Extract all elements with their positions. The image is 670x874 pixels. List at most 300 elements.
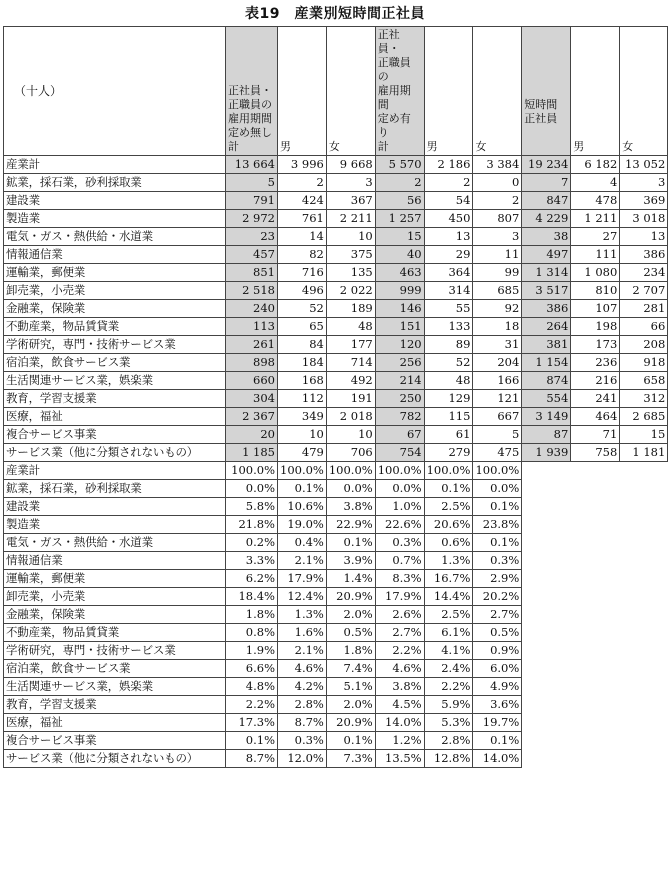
percent-row: [4, 624, 668, 642]
percent-cell: 18.4%: [226, 588, 278, 606]
count-cell: 52: [424, 354, 473, 372]
count-cell: 496: [278, 282, 327, 300]
count-cell: 3: [620, 174, 668, 192]
count-cell: 2 211: [326, 210, 375, 228]
empty-cell: [620, 642, 668, 660]
empty-cell: [522, 552, 571, 570]
count-row: [4, 282, 668, 300]
count-row-label: 電気・ガス・熱供給・水道業: [4, 228, 226, 246]
count-cell: 761: [278, 210, 327, 228]
percent-cell: 23.8%: [473, 516, 522, 534]
count-cell: 381: [522, 336, 571, 354]
count-cell: 151: [375, 318, 424, 336]
count-row-label: 製造業: [4, 210, 226, 228]
count-cell: 898: [226, 354, 278, 372]
count-cell: 2 972: [226, 210, 278, 228]
count-cell: 851: [226, 264, 278, 282]
count-cell: 847: [522, 192, 571, 210]
count-row-label: 複合サービス事業: [4, 426, 226, 444]
count-row-label: 鉱業，採石業，砂利採取業: [4, 174, 226, 192]
header-g2-total: [375, 27, 424, 156]
count-cell: 135: [326, 264, 375, 282]
percent-row-label: 運輸業，郵便業: [4, 570, 226, 588]
count-cell: 67: [375, 426, 424, 444]
empty-cell: [620, 462, 668, 480]
header-row: [4, 27, 668, 156]
percent-cell: 4.2%: [278, 678, 327, 696]
percent-cell: 1.0%: [375, 498, 424, 516]
count-cell: 2 685: [620, 408, 668, 426]
percent-cell: 2.0%: [326, 696, 375, 714]
percent-cell: 0.1%: [326, 732, 375, 750]
empty-cell: [620, 660, 668, 678]
percent-row-label: 学術研究，専門・技術サービス業: [4, 642, 226, 660]
count-cell: 279: [424, 444, 473, 462]
count-cell: 13: [620, 228, 668, 246]
empty-cell: [620, 750, 668, 768]
percent-cell: 0.8%: [226, 624, 278, 642]
percent-cell: 4.6%: [278, 660, 327, 678]
percent-cell: 2.9%: [473, 570, 522, 588]
percent-row: [4, 732, 668, 750]
percent-cell: 3.8%: [326, 498, 375, 516]
percent-cell: 0.3%: [375, 534, 424, 552]
count-cell: 20: [226, 426, 278, 444]
percent-row: [4, 480, 668, 498]
empty-cell: [522, 480, 571, 498]
percent-cell: 2.7%: [375, 624, 424, 642]
count-cell: 27: [571, 228, 620, 246]
count-cell: 658: [620, 372, 668, 390]
count-cell: 84: [278, 336, 327, 354]
count-cell: 82: [278, 246, 327, 264]
count-cell: 1 154: [522, 354, 571, 372]
count-cell: 113: [226, 318, 278, 336]
count-row: [4, 444, 668, 462]
percent-cell: 100.0%: [375, 462, 424, 480]
percent-row-label: 製造業: [4, 516, 226, 534]
percent-cell: 0.0%: [375, 480, 424, 498]
count-cell: 364: [424, 264, 473, 282]
percent-cell: 7.3%: [326, 750, 375, 768]
percent-cell: 2.7%: [473, 606, 522, 624]
empty-cell: [522, 588, 571, 606]
percent-row-label: 宿泊業，飲食サービス業: [4, 660, 226, 678]
percent-cell: 4.6%: [375, 660, 424, 678]
header-g3-male: 男: [571, 27, 620, 156]
count-row: [4, 174, 668, 192]
count-row: [4, 336, 668, 354]
empty-cell: [571, 696, 620, 714]
percent-cell: 2.2%: [424, 678, 473, 696]
percent-cell: 5.3%: [424, 714, 473, 732]
header-g2-text: 正社員・ 正職員の 雇用期間 定め有り 計: [377, 28, 411, 153]
count-cell: 111: [571, 246, 620, 264]
count-cell: 48: [326, 318, 375, 336]
count-cell: 29: [424, 246, 473, 264]
percent-cell: 16.7%: [424, 570, 473, 588]
count-cell: 177: [326, 336, 375, 354]
percent-row-label: 建設業: [4, 498, 226, 516]
count-row-label: 運輸業，郵便業: [4, 264, 226, 282]
percent-cell: 20.6%: [424, 516, 473, 534]
count-cell: 386: [522, 300, 571, 318]
count-cell: 667: [473, 408, 522, 426]
percent-cell: 12.4%: [278, 588, 327, 606]
empty-cell: [522, 696, 571, 714]
count-cell: 375: [326, 246, 375, 264]
percent-cell: 6.0%: [473, 660, 522, 678]
count-cell: 810: [571, 282, 620, 300]
empty-cell: [571, 480, 620, 498]
count-cell: 369: [620, 192, 668, 210]
percent-row: [4, 642, 668, 660]
count-cell: 241: [571, 390, 620, 408]
count-cell: 5 570: [375, 156, 424, 174]
header-g3-female: 女: [620, 27, 668, 156]
percent-cell: 6.1%: [424, 624, 473, 642]
count-cell: 349: [278, 408, 327, 426]
count-cell: 10: [326, 426, 375, 444]
count-cell: 660: [226, 372, 278, 390]
count-cell: 918: [620, 354, 668, 372]
count-cell: 457: [226, 246, 278, 264]
empty-cell: [571, 732, 620, 750]
count-row-label: 不動産業，物品賃貸業: [4, 318, 226, 336]
count-cell: 198: [571, 318, 620, 336]
count-cell: 1 257: [375, 210, 424, 228]
percent-cell: 10.6%: [278, 498, 327, 516]
count-cell: 3 517: [522, 282, 571, 300]
percent-cell: 20.9%: [326, 588, 375, 606]
percent-row: [4, 570, 668, 588]
count-row: [4, 228, 668, 246]
count-cell: 52: [278, 300, 327, 318]
count-cell: 5: [226, 174, 278, 192]
empty-cell: [620, 534, 668, 552]
percent-cell: 0.4%: [278, 534, 327, 552]
percent-cell: 2.8%: [424, 732, 473, 750]
percent-row: [4, 696, 668, 714]
percent-cell: 4.9%: [473, 678, 522, 696]
count-cell: 133: [424, 318, 473, 336]
count-cell: 129: [424, 390, 473, 408]
count-cell: 3 384: [473, 156, 522, 174]
count-row-label: 教育，学習支援業: [4, 390, 226, 408]
count-cell: 2 018: [326, 408, 375, 426]
percent-cell: 4.1%: [424, 642, 473, 660]
count-cell: 56: [375, 192, 424, 210]
count-cell: 173: [571, 336, 620, 354]
count-cell: 3 996: [278, 156, 327, 174]
empty-cell: [522, 642, 571, 660]
percent-row: [4, 678, 668, 696]
percent-cell: 5.1%: [326, 678, 375, 696]
count-cell: 234: [620, 264, 668, 282]
percent-row: [4, 660, 668, 678]
count-cell: 3 018: [620, 210, 668, 228]
table-title: 表19 産業別短時間正社員: [245, 6, 425, 22]
count-cell: 3: [326, 174, 375, 192]
percent-cell: 8.3%: [375, 570, 424, 588]
percent-cell: 3.3%: [226, 552, 278, 570]
percent-row: [4, 498, 668, 516]
count-cell: 1 211: [571, 210, 620, 228]
count-cell: 281: [620, 300, 668, 318]
empty-cell: [522, 498, 571, 516]
count-cell: 99: [473, 264, 522, 282]
empty-cell: [522, 516, 571, 534]
percent-cell: 2.2%: [226, 696, 278, 714]
count-cell: 791: [226, 192, 278, 210]
count-row: [4, 246, 668, 264]
percent-cell: 0.0%: [226, 480, 278, 498]
count-cell: 3 149: [522, 408, 571, 426]
percent-cell: 1.3%: [278, 606, 327, 624]
percent-cell: 2.1%: [278, 552, 327, 570]
count-cell: 261: [226, 336, 278, 354]
count-cell: 807: [473, 210, 522, 228]
percent-cell: 14.4%: [424, 588, 473, 606]
count-cell: 264: [522, 318, 571, 336]
count-row-label: 生活関連サービス業，娯楽業: [4, 372, 226, 390]
count-row: [4, 372, 668, 390]
percent-cell: 1.6%: [278, 624, 327, 642]
count-cell: 6 182: [571, 156, 620, 174]
count-rows: [4, 156, 668, 462]
count-cell: 714: [326, 354, 375, 372]
percent-cell: 3.6%: [473, 696, 522, 714]
count-cell: 1 181: [620, 444, 668, 462]
count-cell: 479: [278, 444, 327, 462]
percent-cell: 19.7%: [473, 714, 522, 732]
empty-cell: [571, 678, 620, 696]
percent-cell: 5.9%: [424, 696, 473, 714]
count-cell: 685: [473, 282, 522, 300]
percent-cell: 5.8%: [226, 498, 278, 516]
empty-cell: [522, 606, 571, 624]
count-row: [4, 156, 668, 174]
count-row: [4, 264, 668, 282]
count-row-label: 情報通信業: [4, 246, 226, 264]
count-cell: 4: [571, 174, 620, 192]
percent-row-label: 鉱業，採石業，砂利採取業: [4, 480, 226, 498]
empty-cell: [571, 552, 620, 570]
count-cell: 1 185: [226, 444, 278, 462]
count-cell: 4 229: [522, 210, 571, 228]
empty-cell: [522, 732, 571, 750]
percent-cell: 0.6%: [424, 534, 473, 552]
header-g1-male: 男: [278, 27, 327, 156]
percent-cell: 100.0%: [226, 462, 278, 480]
count-row: [4, 192, 668, 210]
percent-cell: 22.6%: [375, 516, 424, 534]
percent-row-label: 教育，学習支援業: [4, 696, 226, 714]
percent-cell: 21.8%: [226, 516, 278, 534]
percent-cell: 13.5%: [375, 750, 424, 768]
count-cell: 0: [473, 174, 522, 192]
percent-cell: 100.0%: [278, 462, 327, 480]
percent-row: [4, 588, 668, 606]
percent-row-label: 不動産業，物品賃貸業: [4, 624, 226, 642]
count-row: [4, 426, 668, 444]
count-row-label: 宿泊業，飲食サービス業: [4, 354, 226, 372]
count-cell: 13: [424, 228, 473, 246]
count-cell: 166: [473, 372, 522, 390]
count-row: [4, 210, 668, 228]
count-cell: 204: [473, 354, 522, 372]
count-row-label: 金融業，保険業: [4, 300, 226, 318]
count-cell: 7: [522, 174, 571, 192]
empty-cell: [571, 642, 620, 660]
count-cell: 314: [424, 282, 473, 300]
percent-cell: 100.0%: [424, 462, 473, 480]
percent-row-label: 生活関連サービス業，娯楽業: [4, 678, 226, 696]
percent-cell: 0.3%: [278, 732, 327, 750]
percent-cell: 1.8%: [226, 606, 278, 624]
empty-cell: [620, 516, 668, 534]
count-cell: 367: [326, 192, 375, 210]
percent-cell: 0.0%: [473, 480, 522, 498]
count-row: [4, 390, 668, 408]
empty-cell: [522, 534, 571, 552]
empty-cell: [571, 462, 620, 480]
percent-row-label: 複合サービス事業: [4, 732, 226, 750]
count-cell: 15: [375, 228, 424, 246]
count-cell: 61: [424, 426, 473, 444]
percent-row: [4, 516, 668, 534]
percent-cell: 1.3%: [424, 552, 473, 570]
count-row: [4, 300, 668, 318]
percent-cell: 0.2%: [226, 534, 278, 552]
count-row-label: 卸売業，小売業: [4, 282, 226, 300]
percent-cell: 8.7%: [226, 750, 278, 768]
percent-cell: 19.0%: [278, 516, 327, 534]
percent-cell: 0.1%: [326, 534, 375, 552]
count-cell: 497: [522, 246, 571, 264]
empty-cell: [620, 696, 668, 714]
count-cell: 48: [424, 372, 473, 390]
count-row-label: 建設業: [4, 192, 226, 210]
percent-cell: 0.5%: [473, 624, 522, 642]
percent-cell: 0.1%: [226, 732, 278, 750]
empty-cell: [522, 660, 571, 678]
percent-cell: 2.8%: [278, 696, 327, 714]
percent-cell: 0.7%: [375, 552, 424, 570]
percent-cell: 22.9%: [326, 516, 375, 534]
empty-cell: [620, 624, 668, 642]
percent-rows: [4, 462, 668, 768]
count-cell: 2 707: [620, 282, 668, 300]
industry-table: [3, 26, 668, 768]
percent-cell: 0.9%: [473, 642, 522, 660]
count-cell: 38: [522, 228, 571, 246]
count-cell: 754: [375, 444, 424, 462]
empty-cell: [522, 678, 571, 696]
header-g1-total: [226, 27, 278, 156]
empty-cell: [620, 480, 668, 498]
empty-cell: [620, 552, 668, 570]
count-cell: 11: [473, 246, 522, 264]
percent-cell: 100.0%: [473, 462, 522, 480]
percent-cell: 1.8%: [326, 642, 375, 660]
empty-cell: [571, 624, 620, 642]
percent-row-label: 情報通信業: [4, 552, 226, 570]
count-row-label: 産業計: [4, 156, 226, 174]
count-cell: 1 314: [522, 264, 571, 282]
count-cell: 874: [522, 372, 571, 390]
percent-cell: 4.8%: [226, 678, 278, 696]
header-g1-female: 女: [326, 27, 375, 156]
count-cell: 758: [571, 444, 620, 462]
count-cell: 92: [473, 300, 522, 318]
percent-cell: 2.5%: [424, 606, 473, 624]
percent-row: [4, 552, 668, 570]
percent-cell: 7.4%: [326, 660, 375, 678]
count-cell: 54: [424, 192, 473, 210]
percent-cell: 0.1%: [424, 480, 473, 498]
count-cell: 121: [473, 390, 522, 408]
count-cell: 236: [571, 354, 620, 372]
count-cell: 115: [424, 408, 473, 426]
empty-cell: [571, 498, 620, 516]
count-cell: 492: [326, 372, 375, 390]
count-cell: 478: [571, 192, 620, 210]
percent-cell: 0.3%: [473, 552, 522, 570]
count-row-label: 学術研究，専門・技術サービス業: [4, 336, 226, 354]
count-cell: 10: [326, 228, 375, 246]
count-cell: 87: [522, 426, 571, 444]
empty-cell: [522, 462, 571, 480]
percent-cell: 2.6%: [375, 606, 424, 624]
count-cell: 463: [375, 264, 424, 282]
count-cell: 112: [278, 390, 327, 408]
percent-row: [4, 750, 668, 768]
count-cell: 19 234: [522, 156, 571, 174]
percent-cell: 0.0%: [326, 480, 375, 498]
percent-cell: 17.3%: [226, 714, 278, 732]
count-cell: 120: [375, 336, 424, 354]
count-cell: 23: [226, 228, 278, 246]
header-g3-text: 短時間 正社員: [524, 98, 558, 125]
empty-cell: [522, 714, 571, 732]
empty-cell: [522, 750, 571, 768]
percent-cell: 0.1%: [473, 534, 522, 552]
count-cell: 40: [375, 246, 424, 264]
percent-cell: 4.5%: [375, 696, 424, 714]
empty-cell: [571, 534, 620, 552]
percent-cell: 0.5%: [326, 624, 375, 642]
empty-cell: [571, 714, 620, 732]
count-cell: 716: [278, 264, 327, 282]
percent-cell: 0.1%: [473, 498, 522, 516]
empty-cell: [620, 498, 668, 516]
count-cell: 312: [620, 390, 668, 408]
count-cell: 3: [473, 228, 522, 246]
empty-cell: [571, 750, 620, 768]
empty-cell: [571, 588, 620, 606]
count-cell: 240: [226, 300, 278, 318]
count-cell: 65: [278, 318, 327, 336]
count-cell: 450: [424, 210, 473, 228]
count-cell: 1 939: [522, 444, 571, 462]
count-cell: 2: [278, 174, 327, 192]
empty-cell: [571, 570, 620, 588]
percent-cell: 20.9%: [326, 714, 375, 732]
empty-cell: [571, 606, 620, 624]
header-g3-total: [522, 27, 571, 156]
empty-cell: [620, 732, 668, 750]
